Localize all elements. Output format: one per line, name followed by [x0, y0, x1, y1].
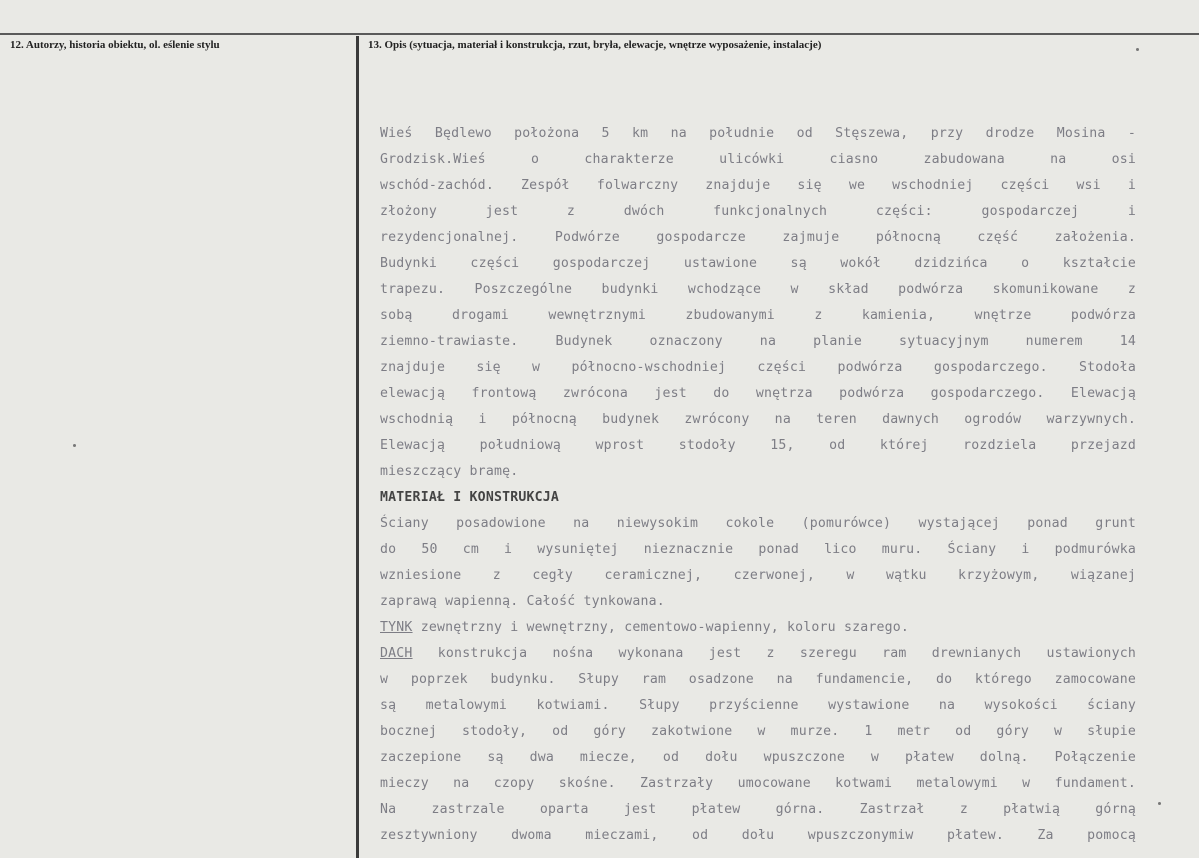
- tynk-label: TYNK: [380, 620, 413, 635]
- text-line: znajduje się w północno-wschodniej części podwórza gospodarczego. Stodoła: [380, 360, 1136, 375]
- text-line: wzniesione z cegły ceramicznej, czerwonej, w wątku krzyżowym, wiązanej: [380, 568, 1136, 583]
- scan-speck: [73, 444, 76, 447]
- field-12-header: 12. Autorzy, historia obiektu, ol. eślenie stylu: [10, 39, 220, 51]
- section-heading-material: MATERIAŁ I KONSTRUKCJA: [380, 490, 560, 505]
- tynk-text: zewnętrzny i wewnętrzny, cementowo-wapienny, koloru szarego.: [420, 620, 910, 635]
- text-line: do 50 cm i wysuniętej nieznacznie ponad lico muru. Ściany i podmurówka: [380, 542, 1136, 557]
- text-line: Ściany posadowione na niewysokim cokole (pomurówce) wystającej ponad grunt: [380, 516, 1136, 531]
- scan-speck: [1158, 802, 1161, 805]
- text-line: wschodnią i północną budynek zwrócony na teren dawnych ogrodów warzywnych.: [380, 412, 1136, 427]
- text-line: mieczy na czopy skośne. Zastrzały umocowane kotwami metalowymi w fundament.: [380, 776, 1136, 791]
- text-line: Budynki części gospodarczej ustawione są wokół dzidzińca o kształcie: [380, 256, 1136, 271]
- column-divider: [356, 36, 359, 858]
- text-line: Grodzisk.Wieś o charakterze ulicówki ciasno zabudowana na osi: [380, 152, 1136, 167]
- top-border: [0, 33, 1199, 35]
- dach-label: DACH: [380, 646, 413, 661]
- description-text: [380, 124, 1136, 852]
- text-line: Elewacją południową wprost stodoły 15, od której rozdziela przejazd: [380, 438, 1136, 453]
- scan-speck: [1136, 48, 1139, 51]
- dach-text: konstrukcja nośna wykonana jest z szeregu ram drewnianych ustawionych: [437, 646, 1136, 661]
- text-line: zesztywniony dwoma mieczami, od dołu wpuszczonymiw płatew. Za pomocą: [380, 828, 1136, 843]
- text-line-tynk: [380, 618, 1136, 644]
- text-line: rezydencjonalnej. Podwórze gospodarcze zajmuje północną część założenia.: [380, 230, 1136, 245]
- text-line: zaczepione są dwa miecze, od dołu wpuszczone w płatew dolną. Połączenie: [380, 750, 1136, 765]
- text-line: Na zastrzale oparta jest płatew górna. Zastrzał z płatwią górną: [380, 802, 1136, 817]
- text-line-dach: [380, 644, 1136, 670]
- text-line: bocznej stodoły, od góry zakotwione w murze. 1 metr od góry w słupie: [380, 724, 1136, 739]
- text-line: zaprawą wapienną. Całość tynkowana.: [380, 594, 665, 609]
- text-line: sobą drogami wewnętrznymi zbudowanymi z kamienia, wnętrze podwórza: [380, 308, 1136, 323]
- text-line: trapezu. Poszczególne budynki wchodzące w skład podwórza skomunikowane z: [380, 282, 1136, 297]
- text-line: elewacją frontową zwrócona jest do wnętrza podwórza gospodarczego. Elewacją: [380, 386, 1136, 401]
- text-line: Wieś Będlewo położona 5 km na południe od Stęszewa, przy drodze Mosina -: [380, 126, 1136, 141]
- field-13-header: 13. Opis (sytuacja, materiał i konstrukcja, rzut, bryła, elewacje, wnętrze wyposażenie, instalacje): [368, 39, 822, 51]
- text-line: złożony jest z dwóch funkcjonalnych części: gospodarczej i: [380, 204, 1136, 219]
- text-line: są metalowymi kotwiami. Słupy przyścienne wystawione na wysokości ściany: [380, 698, 1136, 713]
- text-line: ziemno-trawiaste. Budynek oznaczony na planie sytuacyjnym numerem 14: [380, 334, 1136, 349]
- text-line: wschód-zachód. Zespół folwarczny znajduje się we wschodniej części wsi i: [380, 178, 1136, 193]
- text-line: mieszczący bramę.: [380, 464, 519, 479]
- text-line: w poprzek budynku. Słupy ram osadzone na fundamencie, do którego zamocowane: [380, 672, 1136, 687]
